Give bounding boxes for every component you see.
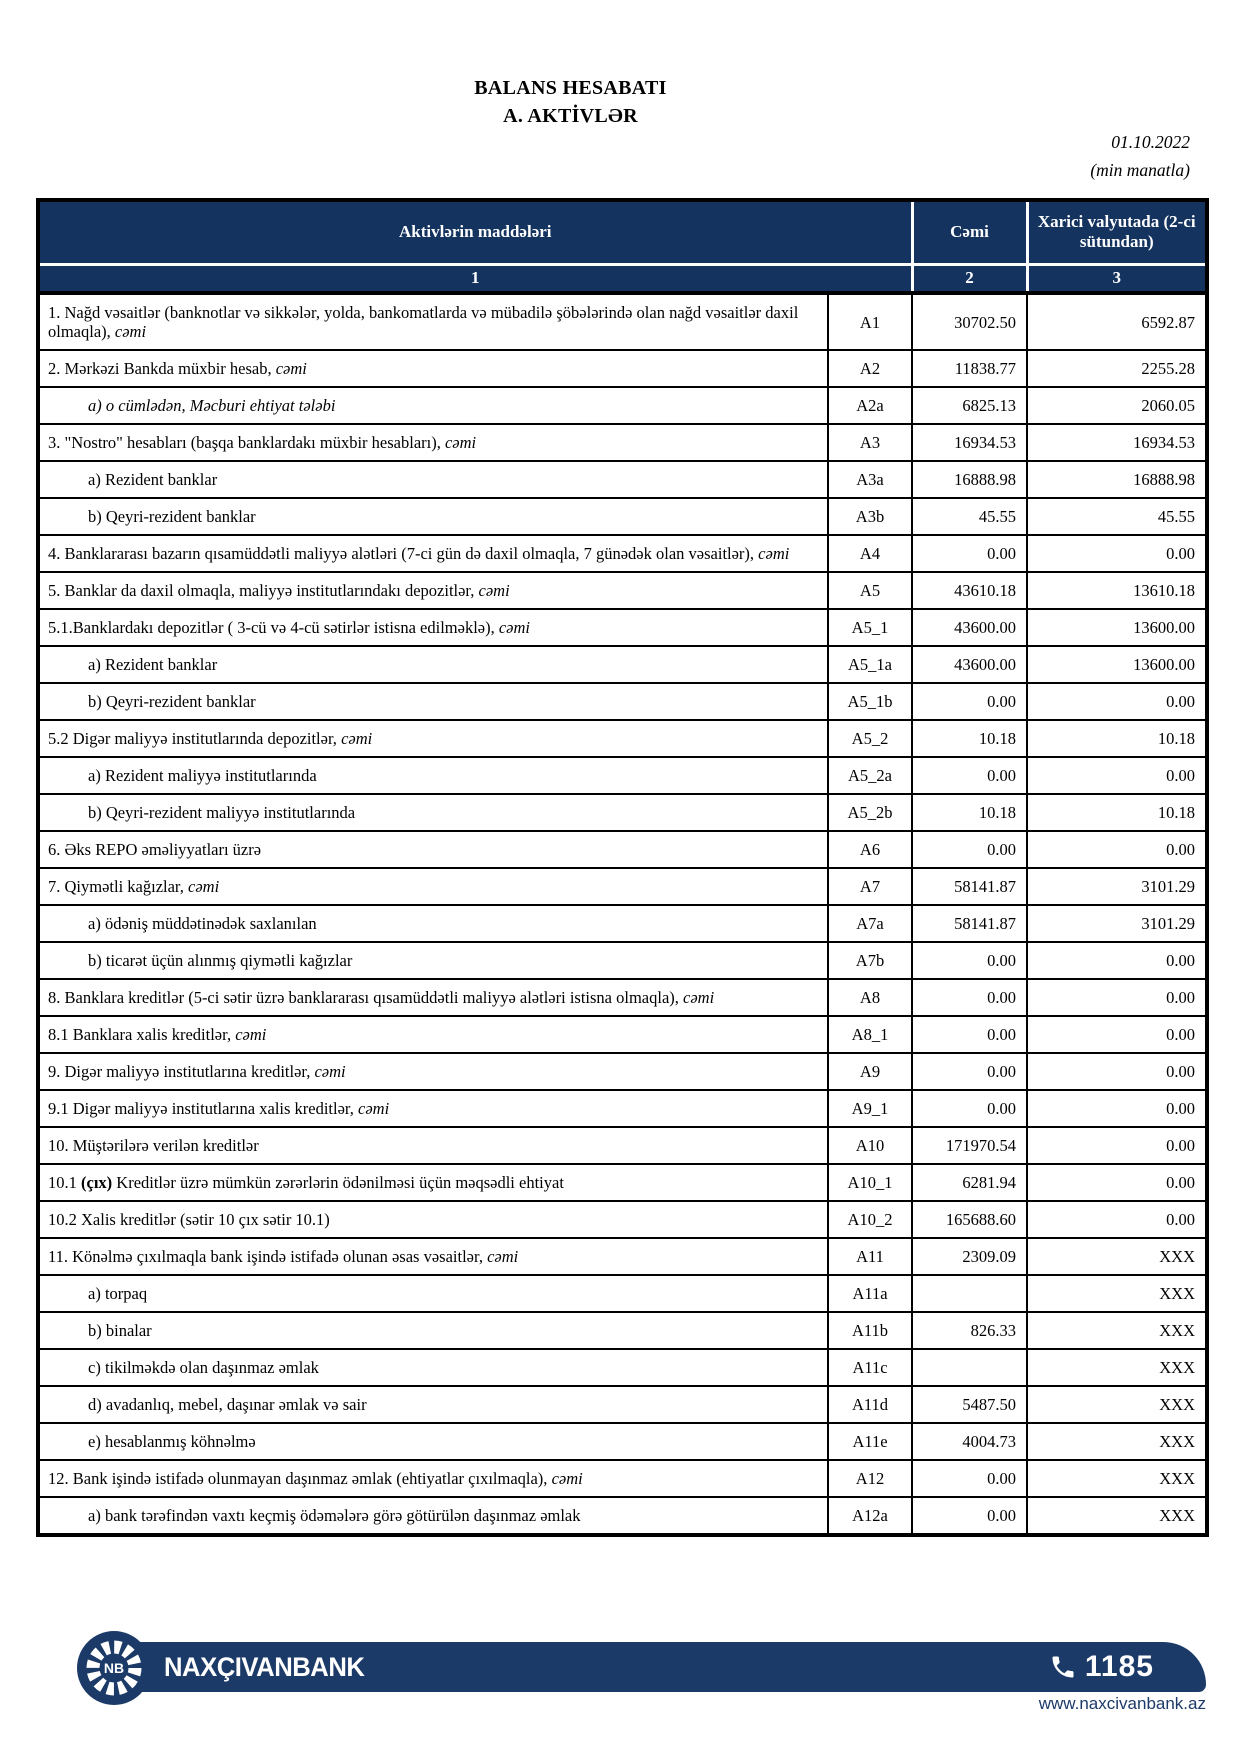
item-code-cell: A3b	[828, 498, 912, 535]
foreign-value-cell: 2255.28	[1027, 350, 1207, 387]
total-value-cell	[912, 1275, 1027, 1312]
report-meta	[1090, 128, 1190, 184]
foreign-value-cell: XXX	[1027, 1349, 1207, 1386]
table-row	[38, 1201, 1207, 1238]
item-label-cell: 5.2 Digər maliyyə institutlarında depozitlər, cəmi	[38, 720, 828, 757]
item-label-cell: a) Rezident banklar	[38, 461, 828, 498]
table-row	[38, 293, 1207, 350]
foreign-value-cell: XXX	[1027, 1497, 1207, 1535]
foreign-value-cell: 0.00	[1027, 683, 1207, 720]
table-row	[38, 1312, 1207, 1349]
foreign-value-cell: XXX	[1027, 1423, 1207, 1460]
item-label-cell: 6. Əks REPO əməliyyatları üzrə	[38, 831, 828, 868]
table-row	[38, 905, 1207, 942]
column-number-row	[38, 264, 1207, 293]
bank-logo-emblem	[77, 1631, 151, 1705]
item-label-cell: 4. Banklararası bazarın qısamüddətli maliyyə alətləri (7-ci gün də daxil olmaqla, 7 günədək olan vəsaitlər), cəmi	[38, 535, 828, 572]
table-row	[38, 461, 1207, 498]
table-body	[38, 293, 1207, 1535]
item-code-cell: A5_1b	[828, 683, 912, 720]
table-row	[38, 387, 1207, 424]
report-unit: (min manatla)	[1090, 160, 1190, 180]
item-label-cell: 5.1.Banklardakı depozitlər ( 3-cü və 4-cü sətirlər istisna edilməklə), cəmi	[38, 609, 828, 646]
item-code-cell: A5_1a	[828, 646, 912, 683]
foreign-value-cell: 10.18	[1027, 794, 1207, 831]
total-value-cell: 0.00	[912, 1460, 1027, 1497]
total-value-cell: 45.55	[912, 498, 1027, 535]
item-label-cell: e) hesablanmış köhnəlmə	[38, 1423, 828, 1460]
table-row	[38, 572, 1207, 609]
total-value-cell: 0.00	[912, 979, 1027, 1016]
table-row	[38, 1349, 1207, 1386]
total-value-cell: 11838.77	[912, 350, 1027, 387]
item-label-cell: 10.2 Xalis kreditlər (sətir 10 çıx sətir 10.1)	[38, 1201, 828, 1238]
item-label-cell: a) Rezident banklar	[38, 646, 828, 683]
item-label-cell: 11. Könəlmə çıxılmaqla bank işində istifadə olunan əsas vəsaitlər, cəmi	[38, 1238, 828, 1275]
table-row	[38, 424, 1207, 461]
item-code-cell: A3a	[828, 461, 912, 498]
foreign-value-cell: 0.00	[1027, 757, 1207, 794]
total-value-cell: 0.00	[912, 683, 1027, 720]
item-code-cell: A11b	[828, 1312, 912, 1349]
report-date: 01.10.2022	[1111, 132, 1190, 152]
total-value-cell: 30702.50	[912, 293, 1027, 350]
total-value-cell: 6281.94	[912, 1164, 1027, 1201]
item-label-cell: d) avadanlıq, mebel, daşınar əmlak və sair	[38, 1386, 828, 1423]
item-code-cell: A10	[828, 1127, 912, 1164]
item-code-cell: A9	[828, 1053, 912, 1090]
total-value-cell: 4004.73	[912, 1423, 1027, 1460]
table-row	[38, 868, 1207, 905]
item-code-cell: A10_2	[828, 1201, 912, 1238]
phone-group	[1049, 1650, 1154, 1684]
total-value-cell: 6825.13	[912, 387, 1027, 424]
foreign-value-cell: XXX	[1027, 1238, 1207, 1275]
table-header-row	[38, 200, 1207, 264]
col-number-3: 3	[1027, 264, 1207, 293]
total-value-cell: 0.00	[912, 535, 1027, 572]
item-label-cell: b) Qeyri-rezident banklar	[38, 498, 828, 535]
col-number-2: 2	[912, 264, 1027, 293]
table-row	[38, 1386, 1207, 1423]
total-value-cell: 16934.53	[912, 424, 1027, 461]
item-code-cell: A2a	[828, 387, 912, 424]
foreign-value-cell: 0.00	[1027, 979, 1207, 1016]
item-code-cell: A5_2	[828, 720, 912, 757]
item-label-cell: 12. Bank işində istifadə olunmayan daşınmaz əmlak (ehtiyatlar çıxılmaqla), cəmi	[38, 1460, 828, 1497]
assets-table	[36, 198, 1209, 1537]
item-label-cell: a) ödəniş müddətinədək saxlanılan	[38, 905, 828, 942]
item-label-cell: 8.1 Banklara xalis kreditlər, cəmi	[38, 1016, 828, 1053]
item-label-cell: 2. Mərkəzi Bankda müxbir hesab, cəmi	[38, 350, 828, 387]
item-code-cell: A1	[828, 293, 912, 350]
total-value-cell: 43600.00	[912, 646, 1027, 683]
phone-number: 1185	[1084, 1650, 1154, 1683]
table-row	[38, 1423, 1207, 1460]
item-code-cell: A3	[828, 424, 912, 461]
table-row	[38, 1497, 1207, 1535]
table-row	[38, 1090, 1207, 1127]
foreign-value-cell: 0.00	[1027, 1053, 1207, 1090]
col-number-1: 1	[38, 264, 912, 293]
foreign-value-cell: XXX	[1027, 1460, 1207, 1497]
bank-logo-monogram: NB	[103, 1660, 125, 1676]
item-label-cell: b) ticarət üçün alınmış qiymətli kağızlar	[38, 942, 828, 979]
foreign-value-cell: 0.00	[1027, 831, 1207, 868]
item-code-cell: A5_1	[828, 609, 912, 646]
bank-logo	[77, 1631, 151, 1705]
item-label-cell: b) Qeyri-rezident maliyyə institutlarında	[38, 794, 828, 831]
foreign-value-cell: 2060.05	[1027, 387, 1207, 424]
item-code-cell: A6	[828, 831, 912, 868]
foreign-value-cell: 10.18	[1027, 720, 1207, 757]
table-row	[38, 1053, 1207, 1090]
table-row	[38, 757, 1207, 794]
item-code-cell: A2	[828, 350, 912, 387]
item-code-cell: A9_1	[828, 1090, 912, 1127]
total-value-cell: 0.00	[912, 831, 1027, 868]
item-code-cell: A11d	[828, 1386, 912, 1423]
foreign-value-cell: 0.00	[1027, 1201, 1207, 1238]
total-value-cell: 43610.18	[912, 572, 1027, 609]
total-value-cell: 2309.09	[912, 1238, 1027, 1275]
item-code-cell: A11a	[828, 1275, 912, 1312]
total-value-cell: 5487.50	[912, 1386, 1027, 1423]
table-row	[38, 1127, 1207, 1164]
total-value-cell	[912, 1349, 1027, 1386]
foreign-value-cell: 16934.53	[1027, 424, 1207, 461]
foreign-value-cell: 16888.98	[1027, 461, 1207, 498]
total-value-cell: 10.18	[912, 720, 1027, 757]
item-label-cell: 7. Qiymətli kağızlar, cəmi	[38, 868, 828, 905]
item-label-cell: a) torpaq	[38, 1275, 828, 1312]
table-row	[38, 535, 1207, 572]
item-label-cell: 1. Nağd vəsaitlər (banknotlar və sikkələr, yolda, bankomatlarda və mübadilə şöbələrində olan nağd vəsaitlər daxil olmaqla), cəmi	[38, 293, 828, 350]
foreign-value-cell: XXX	[1027, 1275, 1207, 1312]
item-code-cell: A5_2a	[828, 757, 912, 794]
table-row	[38, 646, 1207, 683]
item-code-cell: A11e	[828, 1423, 912, 1460]
table-row	[38, 979, 1207, 1016]
phone-icon	[1049, 1653, 1077, 1681]
foreign-value-cell: 13600.00	[1027, 609, 1207, 646]
foreign-value-cell: 0.00	[1027, 1164, 1207, 1201]
table-row	[38, 1016, 1207, 1053]
total-value-cell: 16888.98	[912, 461, 1027, 498]
foreign-value-cell: 6592.87	[1027, 293, 1207, 350]
foreign-value-cell: 13600.00	[1027, 646, 1207, 683]
foreign-value-cell: XXX	[1027, 1386, 1207, 1423]
table-row	[38, 609, 1207, 646]
table-row	[38, 350, 1207, 387]
foreign-value-cell: 45.55	[1027, 498, 1207, 535]
total-value-cell: 0.00	[912, 1053, 1027, 1090]
item-label-cell: 3. "Nostro" hesabları (başqa banklardakı müxbir hesabları), cəmi	[38, 424, 828, 461]
foreign-value-cell: 3101.29	[1027, 905, 1207, 942]
foreign-currency-header-cell: Xarici valyutada (2-ci sütundan)	[1027, 200, 1207, 264]
total-value-cell: 165688.60	[912, 1201, 1027, 1238]
footer-bar	[100, 1642, 1206, 1692]
foreign-value-cell: 0.00	[1027, 1127, 1207, 1164]
item-label-cell: c) tikilməkdə olan daşınmaz əmlak	[38, 1349, 828, 1386]
item-code-cell: A7	[828, 868, 912, 905]
table-row	[38, 1164, 1207, 1201]
foreign-value-cell: 3101.29	[1027, 868, 1207, 905]
bank-name: NAXÇIVANBANK	[164, 1651, 365, 1682]
total-value-cell: 58141.87	[912, 905, 1027, 942]
table-row	[38, 720, 1207, 757]
website-url: www.naxcivanbank.az	[1038, 1694, 1206, 1713]
foreign-value-cell: 0.00	[1027, 1016, 1207, 1053]
item-label-cell: 10.1 (çıx) Kreditlər üzrə mümkün zərərlərin ödənilməsi üçün məqsədli ehtiyat	[38, 1164, 828, 1201]
foreign-value-cell: XXX	[1027, 1312, 1207, 1349]
total-value-cell: 0.00	[912, 1497, 1027, 1535]
total-value-cell: 10.18	[912, 794, 1027, 831]
item-label-cell: 8. Banklara kreditlər (5-ci sətir üzrə banklararası qısamüddətli maliyyə alətləri istisna olmaqla), cəmi	[38, 979, 828, 1016]
table-row	[38, 1275, 1207, 1312]
table-row	[38, 1238, 1207, 1275]
assets-table-wrapper	[36, 198, 1209, 1537]
table-row	[38, 1460, 1207, 1497]
item-code-cell: A4	[828, 535, 912, 572]
total-value-cell: 43600.00	[912, 609, 1027, 646]
item-label-cell: b) Qeyri-rezident banklar	[38, 683, 828, 720]
item-code-cell: A5_2b	[828, 794, 912, 831]
table-row	[38, 794, 1207, 831]
table-row	[38, 498, 1207, 535]
total-value-cell: 0.00	[912, 1090, 1027, 1127]
item-label-cell: 10. Müştərilərə verilən kreditlər	[38, 1127, 828, 1164]
item-code-cell: A8	[828, 979, 912, 1016]
table-row	[38, 831, 1207, 868]
item-code-cell: A11c	[828, 1349, 912, 1386]
item-label-cell: a) Rezident maliyyə institutlarında	[38, 757, 828, 794]
document-title: BALANS HESABATI	[474, 77, 667, 99]
item-code-cell: A7b	[828, 942, 912, 979]
item-code-cell: A12a	[828, 1497, 912, 1535]
item-label-cell: b) binalar	[38, 1312, 828, 1349]
item-label-cell: a) o cümlədən, Məcburi ehtiyat tələbi	[38, 387, 828, 424]
item-code-cell: A5	[828, 572, 912, 609]
item-label-cell: a) bank tərəfindən vaxtı keçmiş ödəmələrə görə götürülən daşınmaz əmlak	[38, 1497, 828, 1535]
section-title: A. AKTİVLƏR	[503, 105, 638, 127]
item-label-cell: 5. Banklar da daxil olmaqla, maliyyə institutlarındakı depozitlər, cəmi	[38, 572, 828, 609]
total-value-cell: 58141.87	[912, 868, 1027, 905]
table-row	[38, 683, 1207, 720]
item-code-cell: A7a	[828, 905, 912, 942]
item-code-cell: A10_1	[828, 1164, 912, 1201]
items-header-cell: Aktivlərin maddələri	[38, 200, 912, 264]
foreign-value-cell: 0.00	[1027, 942, 1207, 979]
total-value-cell: 0.00	[912, 1016, 1027, 1053]
page-title	[0, 74, 1141, 130]
item-code-cell: A11	[828, 1238, 912, 1275]
total-value-cell: 0.00	[912, 757, 1027, 794]
item-code-cell: A12	[828, 1460, 912, 1497]
item-code-cell: A8_1	[828, 1016, 912, 1053]
total-value-cell: 0.00	[912, 942, 1027, 979]
table-row	[38, 942, 1207, 979]
foreign-value-cell: 0.00	[1027, 535, 1207, 572]
total-value-cell: 171970.54	[912, 1127, 1027, 1164]
item-label-cell: 9. Digər maliyyə institutlarına kreditlər, cəmi	[38, 1053, 828, 1090]
total-value-cell: 826.33	[912, 1312, 1027, 1349]
foreign-value-cell: 0.00	[1027, 1090, 1207, 1127]
item-label-cell: 9.1 Digər maliyyə institutlarına xalis kreditlər, cəmi	[38, 1090, 828, 1127]
total-header-cell: Cəmi	[912, 200, 1027, 264]
foreign-value-cell: 13610.18	[1027, 572, 1207, 609]
